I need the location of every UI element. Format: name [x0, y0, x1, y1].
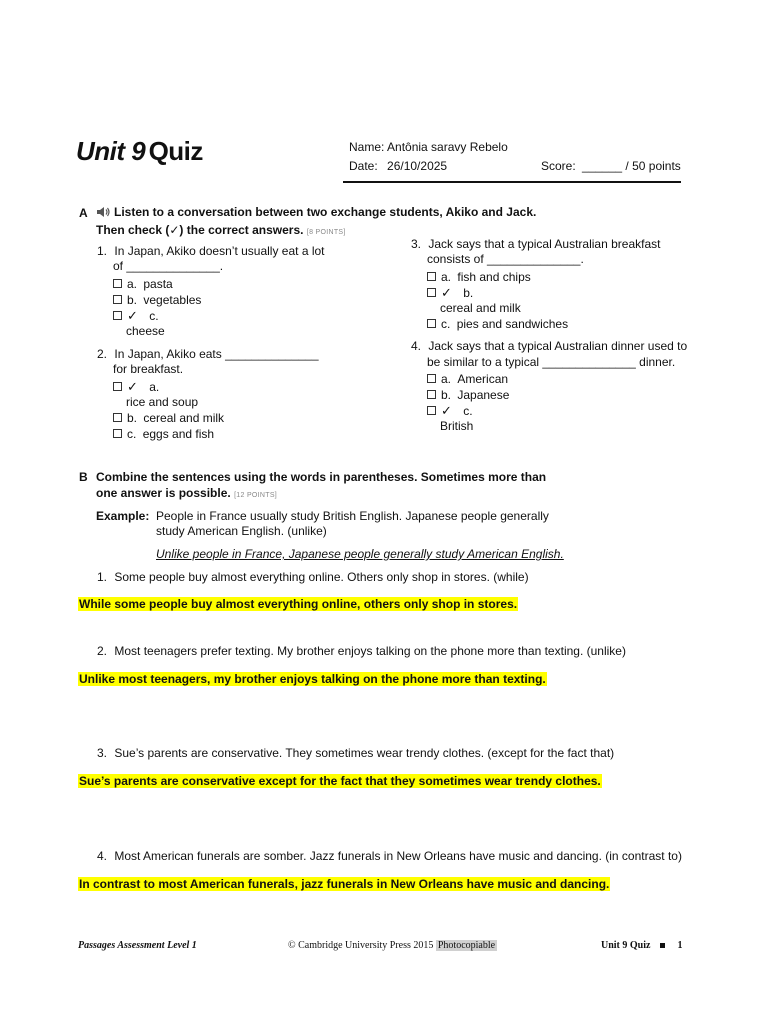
option-1a[interactable]	[113, 276, 173, 292]
footer-copyright	[288, 940, 497, 951]
item-4-answer	[78, 877, 610, 891]
name-label: Name:	[349, 140, 385, 154]
option-letter: a.	[149, 380, 160, 394]
item-number: 3.	[97, 746, 108, 760]
highlighted-answer: Unlike most teenagers, my brother enjoys talking on the phone more than texting.	[79, 672, 546, 686]
title-unit: Unit 9	[76, 136, 146, 166]
option-letter: a.	[441, 372, 452, 386]
photocopiable-badge: Photocopiable	[437, 940, 496, 951]
option-4c[interactable]	[427, 403, 473, 419]
option-4a[interactable]	[427, 371, 508, 387]
section-a-letter: A	[79, 206, 88, 220]
title-quiz: Quiz	[148, 136, 203, 166]
checkbox[interactable]	[113, 382, 122, 391]
section-b-points: [12 POINTS]	[234, 492, 278, 499]
option-letter: b.	[127, 411, 138, 425]
option-1b[interactable]	[113, 292, 201, 308]
score-blank: ______	[582, 159, 623, 173]
name-value: Antônia saravy Rebelo	[387, 140, 508, 154]
option-text: vegetables	[143, 293, 202, 307]
example-answer	[156, 546, 564, 562]
option-letter: b.	[441, 388, 452, 402]
checkbox[interactable]	[113, 279, 122, 288]
option-letter: b.	[127, 293, 138, 307]
checkbox[interactable]	[113, 311, 122, 320]
example-line2: study American English. (unlike)	[156, 524, 327, 538]
question-3-line2: consists of ______________.	[427, 252, 584, 266]
example-label	[96, 508, 149, 524]
option-letter: b.	[463, 286, 474, 300]
score-label: Score:	[541, 159, 576, 173]
checkbox[interactable]	[113, 429, 122, 438]
check-mark-icon: ✓	[441, 285, 452, 300]
option-2a[interactable]	[113, 379, 159, 395]
question-number: 1.	[97, 244, 108, 258]
option-text: cereal and milk	[143, 411, 225, 425]
option-text: Japanese	[457, 388, 510, 402]
checkbox[interactable]	[427, 272, 436, 281]
footer-unit-title: Unit 9 Quiz	[601, 940, 651, 951]
item-prompt-text: Sue’s parents are conservative. They sometimes wear trendy clothes. (except for the fact that)	[114, 746, 615, 760]
option-3c[interactable]	[427, 316, 568, 332]
checkbox[interactable]	[427, 390, 436, 399]
checkbox[interactable]	[427, 319, 436, 328]
section-a-instruction-line2-pre: Then check (	[96, 223, 170, 237]
option-letter: a.	[441, 270, 452, 284]
checkbox[interactable]	[113, 295, 122, 304]
copyright-text: © Cambridge University Press 2015	[288, 940, 434, 951]
option-3b[interactable]	[427, 285, 473, 301]
question-4-line2: be similar to a typical ______________ dinner.	[427, 355, 676, 369]
item-3-prompt	[97, 745, 614, 761]
item-number: 2.	[97, 644, 108, 658]
footer-series: Passages Assessment Level 1	[78, 940, 197, 951]
section-a-instruction-line2-post: ) the correct answers.	[179, 223, 304, 237]
question-number: 2.	[97, 347, 108, 361]
option-3a[interactable]	[427, 269, 531, 285]
checkbox[interactable]	[113, 413, 122, 422]
option-text: pies and sandwiches	[456, 317, 569, 331]
option-text: American	[457, 372, 509, 386]
option-2c[interactable]	[113, 426, 214, 442]
score-total: / 50 points	[625, 159, 681, 173]
question-text-line1: In Japan, Akiko eats ______________	[114, 347, 319, 361]
item-1-prompt	[97, 569, 529, 585]
item-2-answer	[78, 672, 547, 686]
option-letter: c.	[127, 427, 137, 441]
option-letter: c.	[149, 309, 159, 323]
option-letter: c.	[463, 404, 473, 418]
item-prompt-text: Some people buy almost everything online. Others only shop in stores. (while)	[114, 570, 529, 584]
option-3b-text: cereal and milk	[440, 301, 521, 315]
page-number: 1	[677, 940, 683, 951]
option-1c-text: cheese	[126, 324, 165, 338]
item-4-prompt	[97, 848, 682, 864]
checkbox[interactable]	[427, 406, 436, 415]
header-rule	[343, 181, 681, 183]
item-number: 4.	[97, 849, 108, 863]
section-a-instruction-line1: Listen to a conversation between two exchange students, Akiko and Jack.	[114, 205, 537, 219]
date-value: 26/10/2025	[387, 159, 448, 173]
highlighted-answer: Sue’s parents are conservative except for the fact that they sometimes wear trendy clothes.	[79, 774, 601, 788]
option-letter: a.	[127, 277, 138, 291]
item-prompt-text: Most teenagers prefer texting. My brother enjoys talking on the phone more than texting. (unlike)	[114, 644, 626, 658]
check-mark-icon: ✓	[169, 223, 180, 237]
option-letter: c.	[441, 317, 451, 331]
example-label-text: Example:	[96, 509, 150, 523]
question-3	[411, 236, 660, 252]
footer-page	[601, 940, 682, 951]
score-field	[541, 159, 681, 173]
option-4b[interactable]	[427, 387, 509, 403]
question-2-line2: for breakfast.	[113, 362, 184, 376]
speaker-icon	[96, 206, 110, 222]
question-4	[411, 338, 687, 354]
question-1	[97, 243, 325, 259]
question-text-line1: Jack says that a typical Australian dinner used to	[428, 339, 688, 353]
checkbox[interactable]	[427, 288, 436, 297]
option-4c-text: British	[440, 419, 474, 433]
check-mark-icon: ✓	[127, 379, 138, 394]
question-2	[97, 346, 319, 362]
highlighted-answer: While some people buy almost everything online, others only shop in stores.	[79, 597, 518, 611]
option-2a-text: rice and soup	[126, 395, 199, 409]
section-b-instruction-line2: one answer is possible.	[96, 486, 231, 500]
section-b-instruction	[96, 469, 546, 504]
section-b-instruction-line1: Combine the sentences using the words in parentheses. Sometimes more than	[96, 470, 547, 484]
option-2b[interactable]	[113, 410, 224, 426]
item-3-answer	[78, 774, 602, 788]
question-text-line1: Jack says that a typical Australian breakfast	[428, 237, 661, 251]
option-text: pasta	[143, 277, 173, 291]
section-a-points: [8 POINTS]	[306, 229, 346, 236]
question-text-line1: In Japan, Akiko doesn’t usually eat a lot	[114, 244, 325, 258]
example-answer-text: Unlike people in France, Japanese people generally study American English.	[156, 547, 564, 561]
option-1c[interactable]	[113, 308, 159, 324]
checkbox[interactable]	[427, 374, 436, 383]
highlighted-answer: In contrast to most American funerals, jazz funerals in New Orleans have music and dancing.	[79, 877, 610, 891]
item-number: 1.	[97, 570, 108, 584]
item-prompt-text: Most American funerals are somber. Jazz funerals in New Orleans have music and dancing. (in contrast to)	[114, 849, 682, 863]
question-number: 3.	[411, 237, 422, 251]
check-mark-icon: ✓	[127, 308, 138, 323]
question-1-line2: of ______________.	[113, 259, 224, 273]
check-mark-icon: ✓	[441, 403, 452, 418]
section-b-letter: B	[79, 470, 88, 484]
question-number: 4.	[411, 339, 422, 353]
item-2-prompt	[97, 643, 626, 659]
date-label: Date:	[349, 159, 378, 173]
square-bullet-icon	[660, 943, 665, 948]
date-field	[349, 159, 447, 173]
option-text: fish and chips	[457, 270, 531, 284]
name-field	[349, 140, 508, 154]
quiz-title	[76, 136, 203, 167]
example-line1: People in France usually study British English. Japanese people generally	[156, 509, 549, 523]
item-1-answer	[78, 597, 518, 611]
option-text: eggs and fish	[142, 427, 215, 441]
